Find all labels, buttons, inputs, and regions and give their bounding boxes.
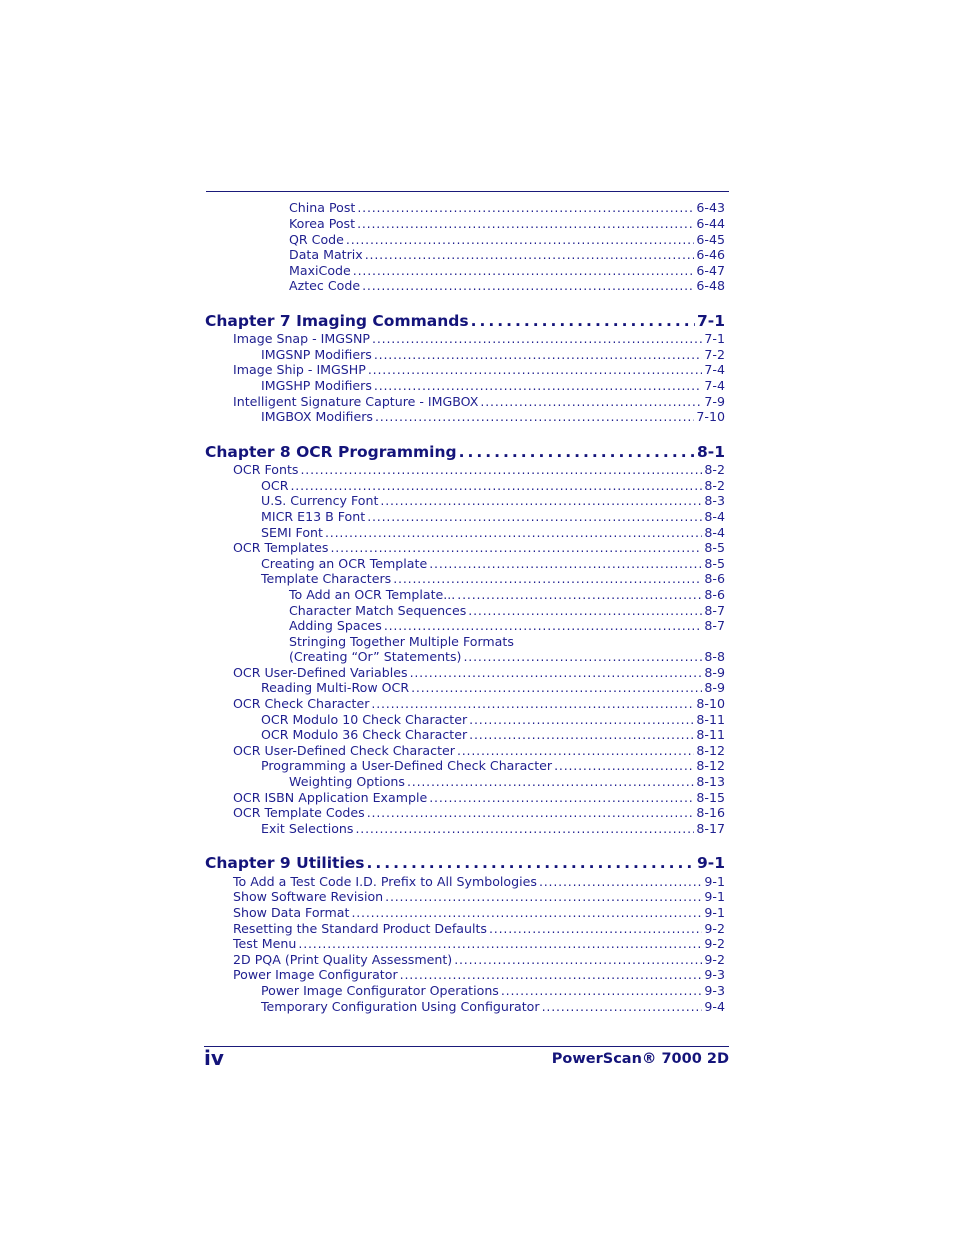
toc-entry-title: OCR <box>261 478 289 493</box>
toc-entry-title: Reading Multi-Row OCR <box>261 680 410 695</box>
toc-entry[interactable] <box>261 712 725 727</box>
toc-entry-page: 9-1 <box>704 874 725 889</box>
dot-leader <box>357 216 694 231</box>
toc-entry-page: 6-47 <box>696 263 725 278</box>
dot-leader <box>384 618 703 633</box>
toc-entry-page: 8-12 <box>696 758 725 773</box>
toc-entry-page: 6-44 <box>696 216 725 231</box>
toc-entry[interactable] <box>261 409 725 424</box>
chapter-heading-9[interactable] <box>205 854 725 872</box>
dot-leader <box>457 587 702 602</box>
toc-entry-title: OCR Template Codes <box>233 805 365 820</box>
toc-entry[interactable] <box>233 665 725 680</box>
toc-entry-page: 9-2 <box>704 936 725 951</box>
toc-entry-page: 8-2 <box>704 462 725 477</box>
toc-entry-title: Power Image Configurator <box>233 967 398 982</box>
toc-entry-title: OCR ISBN Application Example <box>233 790 428 805</box>
toc-entry-title: Image Ship - IMGSHP <box>233 362 366 377</box>
toc-entry[interactable] <box>233 905 725 920</box>
dot-leader <box>469 712 694 727</box>
footer-rule <box>204 1046 729 1047</box>
dot-leader <box>374 378 703 393</box>
toc-entry-page: 9-2 <box>704 921 725 936</box>
toc-entry-title: Power Image Configurator Operations <box>261 983 499 998</box>
toc-entry-page: 8-7 <box>704 618 725 633</box>
toc-entry-title: Programming a User-Defined Check Character <box>261 758 553 773</box>
dot-leader <box>407 774 694 789</box>
toc-entry-page: 8-3 <box>704 493 725 508</box>
chapter-title: Chapter 9 Utilities <box>205 854 365 872</box>
dot-leader <box>353 263 695 278</box>
toc-entry-page: 7-10 <box>696 409 725 424</box>
dot-leader <box>351 905 702 920</box>
toc-entry-page: 8-11 <box>696 712 725 727</box>
dot-leader <box>489 921 702 936</box>
dot-leader <box>501 983 703 998</box>
dot-leader <box>375 409 694 424</box>
toc-entry[interactable] <box>233 362 725 377</box>
toc-entry[interactable] <box>261 983 725 998</box>
toc-entry-page: 8-11 <box>696 727 725 742</box>
toc-entry-page: 8-6 <box>704 587 725 602</box>
toc-entry-title: Show Data Format <box>233 905 350 920</box>
toc-entry-page: 8-10 <box>696 696 725 711</box>
toc-entry[interactable] <box>261 727 725 742</box>
toc-entry-title: OCR Modulo 10 Check Character <box>261 712 468 727</box>
header-rule <box>206 191 729 192</box>
dot-leader <box>385 889 702 904</box>
toc-entry-page: 8-12 <box>696 743 725 758</box>
toc-entry-page: 8-4 <box>704 525 725 540</box>
toc-entry[interactable] <box>289 200 725 215</box>
toc-entry-title: OCR Modulo 36 Check Character <box>261 727 468 742</box>
toc-entry[interactable] <box>261 999 725 1014</box>
toc-entry[interactable] <box>289 232 725 247</box>
chapter-heading-7[interactable] <box>205 312 725 330</box>
toc-entry-title: Character Match Sequences <box>289 603 467 618</box>
chapter-title: Chapter 7 Imaging Commands <box>205 312 469 330</box>
toc-entry-page: 8-17 <box>696 821 725 836</box>
toc-entry-title: SEMI Font <box>261 525 323 540</box>
dot-leader <box>346 232 694 247</box>
dot-leader <box>331 540 703 555</box>
toc-entry[interactable] <box>289 649 725 664</box>
toc-entry-page: 8-5 <box>704 556 725 571</box>
toc-entry[interactable] <box>233 394 725 409</box>
dot-leader <box>371 696 694 711</box>
toc-entry-page: 6-45 <box>696 232 725 247</box>
toc-entry-page: 8-15 <box>696 790 725 805</box>
toc-entry[interactable] <box>233 331 725 346</box>
toc-entry-title: Test Menu <box>233 936 297 951</box>
toc-entry-title: OCR User-Defined Variables <box>233 665 408 680</box>
chapter-page: 9-1 <box>696 854 725 872</box>
dot-leader <box>463 649 702 664</box>
toc-entry-title: Weighting Options <box>289 774 405 789</box>
dot-leader <box>542 999 703 1014</box>
dot-leader <box>411 680 702 695</box>
dot-leader <box>372 331 702 346</box>
toc-entry-title: OCR Fonts <box>233 462 299 477</box>
toc-entry[interactable] <box>261 821 725 836</box>
toc-entry[interactable] <box>289 247 725 262</box>
toc-entry-page: 7-9 <box>704 394 725 409</box>
toc-entry-page: 9-3 <box>704 983 725 998</box>
chapter-page: 8-1 <box>696 443 725 461</box>
dot-leader <box>468 603 702 618</box>
toc-entry[interactable] <box>289 216 725 231</box>
toc-entry-title: U.S. Currency Font <box>261 493 379 508</box>
toc-entry-title: IMGBOX Modifiers <box>261 409 373 424</box>
dot-leader <box>367 805 695 820</box>
toc-entry[interactable] <box>233 952 725 967</box>
dot-leader <box>429 556 702 571</box>
toc-entry-page: 8-4 <box>704 509 725 524</box>
dot-leader <box>365 247 695 262</box>
toc-entry[interactable] <box>289 263 725 278</box>
toc-entry[interactable] <box>289 587 725 602</box>
toc-entry-page: 9-2 <box>704 952 725 967</box>
toc-entry[interactable] <box>261 493 725 508</box>
dot-leader <box>367 509 702 524</box>
toc-entry-title: Data Matrix <box>289 247 363 262</box>
toc-entry[interactable] <box>233 967 725 982</box>
toc-entry[interactable] <box>233 889 725 904</box>
toc-entry-title: Show Software Revision <box>233 889 384 904</box>
toc-entry[interactable] <box>261 509 725 524</box>
toc-entry-title: Creating an OCR Template <box>261 556 428 571</box>
toc-entry-page: 7-1 <box>704 331 725 346</box>
toc-entry[interactable] <box>289 618 725 633</box>
toc-entry[interactable] <box>261 478 725 493</box>
toc-entry[interactable] <box>289 774 725 789</box>
toc-entry-title: Template Characters <box>261 571 392 586</box>
toc-entry[interactable] <box>261 525 725 540</box>
toc-entry-page: 8-7 <box>704 603 725 618</box>
dot-leader <box>410 665 703 680</box>
dot-leader <box>480 394 702 409</box>
toc-entry[interactable] <box>233 462 725 477</box>
chapter-page: 7-1 <box>696 312 725 330</box>
toc-entry-title: OCR Check Character <box>233 696 370 711</box>
toc-entry-page: 9-3 <box>704 967 725 982</box>
toc-entry-page: 8-9 <box>704 680 725 695</box>
toc-entry[interactable] <box>261 378 725 393</box>
toc-entry-title: IMGSNP Modifiers <box>261 347 372 362</box>
toc-entry[interactable] <box>233 696 725 711</box>
dot-leader <box>469 727 694 742</box>
toc-entry-title: Resetting the Standard Product Defaults <box>233 921 487 936</box>
toc-entry-title: Temporary Configuration Using Configurator <box>261 999 540 1014</box>
toc-entry[interactable] <box>261 571 725 586</box>
dot-leader <box>400 967 703 982</box>
toc-entry-page: 7-4 <box>704 378 725 393</box>
dot-leader <box>357 200 694 215</box>
dot-leader <box>300 462 702 477</box>
toc-entry-title: Korea Post <box>289 216 356 231</box>
toc-entry-title: Intelligent Signature Capture - IMGBOX <box>233 394 479 409</box>
toc-entry[interactable] <box>261 556 725 571</box>
toc-entry-page: 9-4 <box>704 999 725 1014</box>
product-name: PowerScan® 7000 2D <box>551 1051 729 1067</box>
dot-leader <box>367 854 695 872</box>
chapter-heading-8[interactable] <box>205 443 725 461</box>
dot-leader <box>290 478 702 493</box>
toc-entry-page: 9-1 <box>704 889 725 904</box>
toc-entry-page: 8-16 <box>696 805 725 820</box>
page-number: iv <box>204 1046 224 1070</box>
toc-entry-page: 8-13 <box>696 774 725 789</box>
toc-entry[interactable] <box>233 921 725 936</box>
toc-entry-title: Image Snap - IMGSNP <box>233 331 371 346</box>
dot-leader <box>471 312 695 330</box>
toc-entry[interactable] <box>233 540 725 555</box>
toc-entry-page: 8-5 <box>704 540 725 555</box>
dot-leader <box>457 743 694 758</box>
toc-entry-title-line[interactable]: Stringing Together Multiple Formats <box>289 634 514 649</box>
toc-entry[interactable] <box>261 680 725 695</box>
dot-leader <box>362 278 694 293</box>
dot-leader <box>539 874 702 889</box>
toc-entry-page: 8-6 <box>704 571 725 586</box>
toc-entry[interactable] <box>233 936 725 951</box>
toc-entry[interactable] <box>289 278 725 293</box>
toc-entry-title: MICR E13 B Font <box>261 509 366 524</box>
dot-leader <box>454 952 702 967</box>
toc-entry[interactable] <box>261 347 725 362</box>
toc-entry[interactable] <box>289 603 725 618</box>
toc-entry[interactable] <box>233 874 725 889</box>
toc-entry[interactable] <box>233 805 725 820</box>
toc-entry[interactable] <box>233 790 725 805</box>
dot-leader <box>298 936 702 951</box>
toc-entry-page: 9-1 <box>704 905 725 920</box>
dot-leader <box>393 571 702 586</box>
toc-entry[interactable] <box>261 758 725 773</box>
toc-entry-page: 6-48 <box>696 278 725 293</box>
toc-entry-title: Adding Spaces <box>289 618 382 633</box>
toc-entry-page: 8-9 <box>704 665 725 680</box>
toc-entry-title: 2D PQA (Print Quality Assessment) <box>233 952 453 967</box>
toc-entry-title: OCR Templates <box>233 540 329 555</box>
dot-leader <box>325 525 702 540</box>
toc-entry-title: Exit Selections <box>261 821 354 836</box>
dot-leader <box>459 443 695 461</box>
dot-leader <box>554 758 694 773</box>
toc-entry-title: (Creating “Or” Statements) <box>289 649 462 664</box>
dot-leader <box>355 821 694 836</box>
toc-entry-title: IMGSHP Modifiers <box>261 378 372 393</box>
chapter-title: Chapter 8 OCR Programming <box>205 443 457 461</box>
toc-entry-title: To Add an OCR Template... <box>289 587 456 602</box>
toc-entry-title: MaxiCode <box>289 263 351 278</box>
toc-entry-title: To Add a Test Code I.D. Prefix to All Symbologies <box>233 874 537 889</box>
toc-entry-page: 8-8 <box>704 649 725 664</box>
toc-entry-page: 7-4 <box>704 362 725 377</box>
toc-entry-page: 7-2 <box>704 347 725 362</box>
toc-entry-title: OCR User-Defined Check Character <box>233 743 455 758</box>
toc-entry-page: 8-2 <box>704 478 725 493</box>
dot-leader <box>374 347 703 362</box>
toc-entry-page: 6-43 <box>696 200 725 215</box>
dot-leader <box>380 493 702 508</box>
toc-entry-title: China Post <box>289 200 356 215</box>
dot-leader <box>368 362 703 377</box>
dot-leader <box>429 790 694 805</box>
toc-entry-title: Aztec Code <box>289 278 361 293</box>
toc-entry-page: 6-46 <box>696 247 725 262</box>
toc-entry-title: QR Code <box>289 232 344 247</box>
toc-entry[interactable] <box>233 743 725 758</box>
